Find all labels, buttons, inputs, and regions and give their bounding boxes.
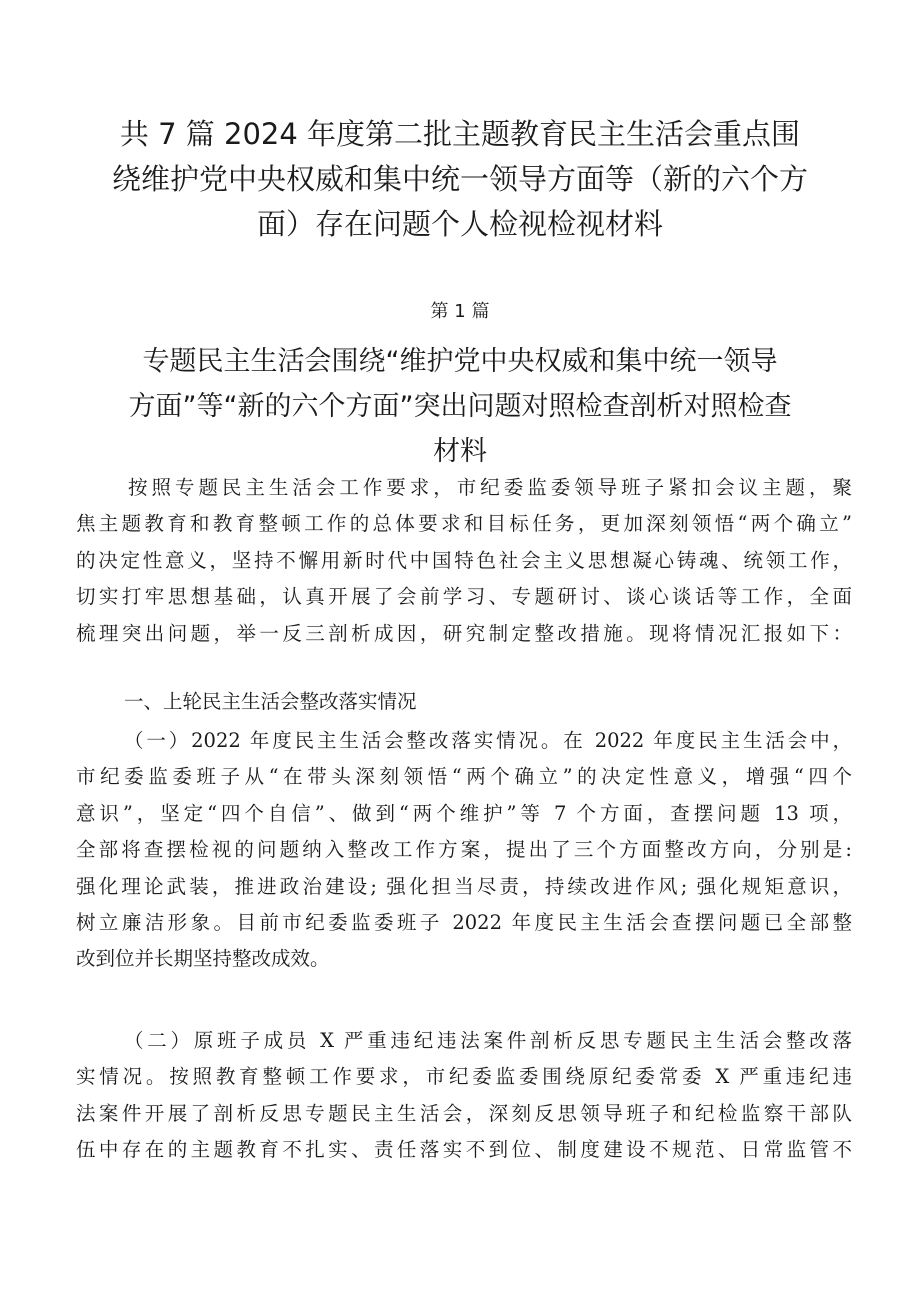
chapter-title-line: 材料 [433,436,487,467]
paragraph-line: 按照专题民主生活会工作要求，市纪委监委领导班子紧扣会议主题，聚 [128,476,852,499]
main-title-line: 面）存在问题个人检视检视材料 [256,207,663,241]
paragraph-line: 树立廉洁形象。目前市纪委监委班子 2022 年度民主生活会查摆问题已全部整 [76,910,852,934]
paragraph-line: 梳理突出问题，举一反三剖析成因，研究制定整改措施。现将情况汇报如下： [76,621,852,645]
paragraph-line: 市纪委监委班子从“在带头深刻领悟“两个确立”的决定性意义，增强“四个 [76,765,852,789]
section-heading-text: 一、上轮民主生活会整改落实情况 [124,690,417,713]
paragraph-line: 意识”，坚定“四个自信”、做到“两个维护”等 7 个方面，查摆问题 13 项， [76,801,852,825]
paragraph-line: 伍中存在的主题教育不扎实、责任落实不到位、制度建设不规范、日常监管不 [76,1138,852,1162]
paragraph-line: 法案件开展了剖析反思专题民主生活会，深刻反思领导班子和纪检监察干部队 [76,1101,852,1125]
chapter-title [80,339,840,474]
paragraph-line: 改到位并长期坚持整改成效。 [76,947,330,971]
main-title-line: 绕维护党中央权威和集中统一领导方面等（新的六个方 [111,162,808,196]
paragraph-line: 全部将查摆检视的问题纳入整改工作方案，提出了三个方面整改方向，分别是: [76,838,852,862]
body-paragraph-2022 [76,723,852,978]
paragraph-line: 实情况。按照教育整顿工作要求，市纪委监委围绕原纪委常委 X 严重违纪违 [76,1065,852,1089]
paragraph-line: （二）原班子成员 X 严重违纪违法案件剖析反思专题民主生活会整改落 [124,1029,852,1052]
paragraph-line: 切实打牢思想基础，认真开展了会前学习、专题研讨、谈心谈话等工作，全面 [76,585,852,609]
chapter-title-line: 方面”等“新的六个方面”突出问题对照检查剖析对照检查 [128,391,792,422]
chapter-label: 第 1 篇 [430,301,490,322]
body-paragraph-case [76,1023,852,1169]
paragraph-line: 的决定性意义，坚持不懈用新时代中国特色社会主义思想凝心铸魂、统领工作， [76,548,852,572]
section-heading [76,684,852,720]
main-title-line: 共 7 篇 2024 年度第二批主题教育民主生活会重点围 [119,117,801,151]
body-paragraph-intro [76,470,852,652]
paragraph-line: 强化理论武装，推进政治建设; 强化担当尽责，持续改进作风; 强化规矩意识， [76,874,852,898]
paragraph-line: 焦主题教育和教育整顿工作的总体要求和目标任务，更加深刻领悟“两个确立” [76,512,852,536]
paragraph-line: （一）2022 年度民主生活会整改落实情况。在 2022 年度民主生活会中， [124,729,852,752]
document-main-title [100,112,820,247]
chapter-title-line: 专题民主生活会围绕“维护党中央权威和集中统一领导 [142,346,778,377]
